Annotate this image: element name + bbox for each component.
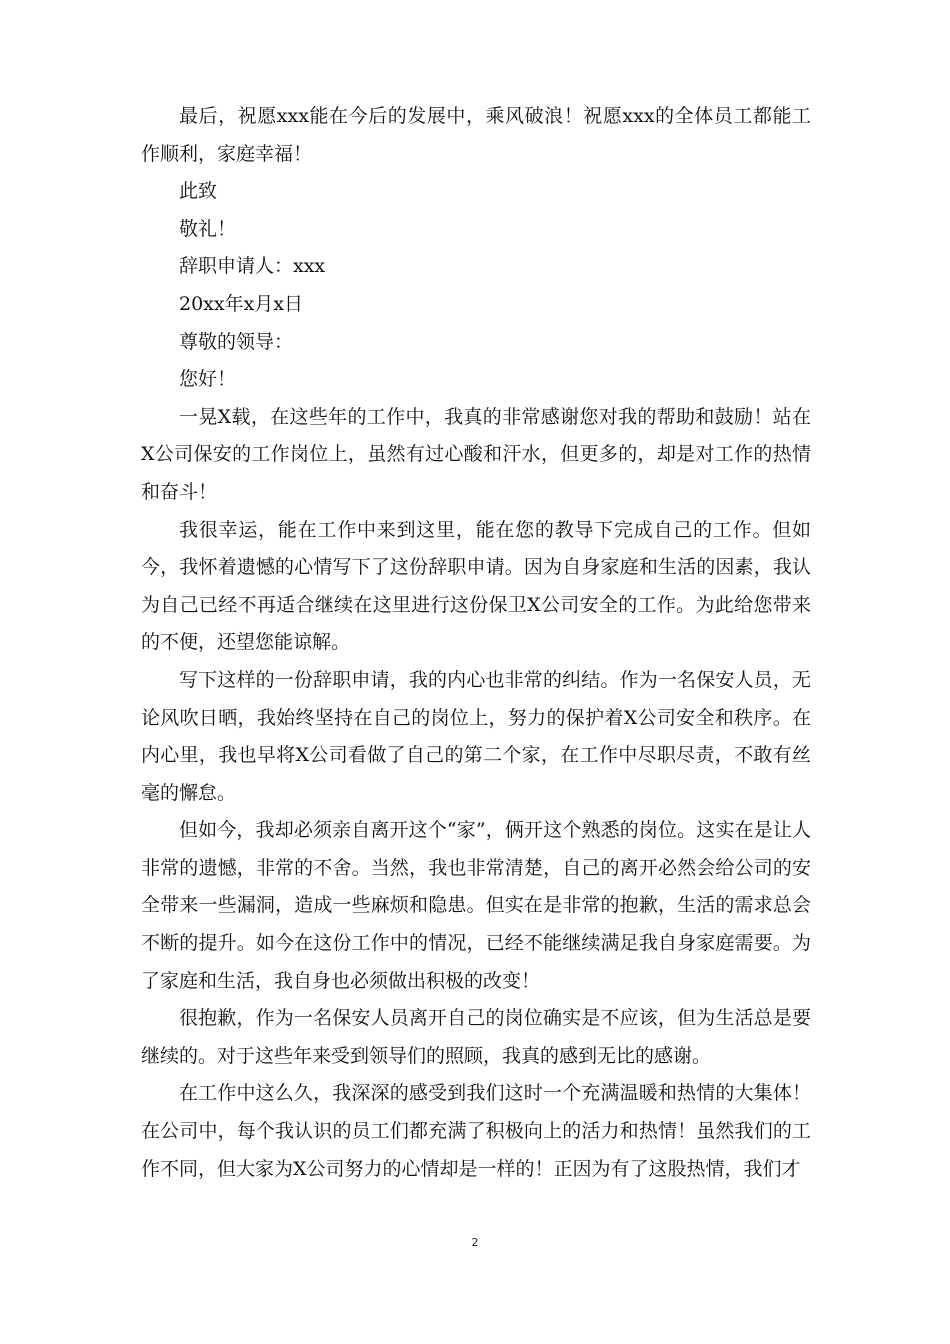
paragraph-closing-wishes: 最后，祝愿xxx能在今后的发展中，乘风破浪！祝愿xxx的全体员工都能工作顺利，家庭幸福！	[141, 105, 811, 165]
paragraph-regards: 敬礼！	[179, 217, 237, 240]
paragraph-body: 很抱歉，作为一名保安人员离开自己的岗位确实是不应该，但为生活总是要继续的。对于这些年来受到领导们的照顾，我真的感到无比的感谢。	[141, 1007, 811, 1067]
paragraph-salutation: 此致	[179, 180, 218, 203]
paragraph-date: 20xx年x月x日	[179, 292, 304, 315]
paragraph-applicant: 辞职申请人：xxx	[179, 255, 326, 278]
paragraph-addressee: 尊敬的领导：	[179, 330, 294, 353]
page-number: 2	[471, 1236, 479, 1249]
paragraph-body: 我很幸运，能在工作中来到这里，能在您的教导下完成自己的工作。但如今，我怀着遗憾的心情写下了这份辞职申请。因为自身家庭和生活的因素，我认为自己已经不再适合继续在这里进行这份保卫X公司安全的工作。为此给您带来的不便，还望您能谅解。	[141, 518, 811, 654]
paragraph-body: 在工作中这么久，我深深的感受到我们这时一个充满温暖和热情的大集体！在公司中，每个我认识的员工们都充满了积极向上的活力和热情！虽然我们的工作不同，但大家为X公司努力的心情却是一样的！正因为有了这股热情，我们才	[141, 1082, 811, 1180]
paragraph-greeting: 您好！	[179, 368, 237, 391]
paragraph-body: 但如今，我却必须亲自离开这个“家”，俩开这个熟悉的岗位。这实在是让人非常的遗憾，非常的不舍。当然，我也非常清楚，自己的离开必然会给公司的安全带来一些漏洞，造成一些麻烦和隐患。但实在是非常的抱歉，生活的需求总会不断的提升。如今在这份工作中的情况，已经不能继续满足我自身家庭需要。为了家庭和生活，我自身也必须做出积极的改变！	[141, 819, 811, 992]
paragraph-body: 一晃X载，在这些年的工作中，我真的非常感谢您对我的帮助和鼓励！站在X公司保安的工作岗位上，虽然有过心酸和汗水，但更多的，却是对工作的热情和奋斗！	[141, 405, 811, 503]
document-body	[141, 98, 811, 1188]
paragraph-body: 写下这样的一份辞职申请，我的内心也非常的纠结。作为一名保安人员，无论风吹日晒，我始终坚持在自己的岗位上，努力的保护着X公司安全和秩序。在内心里，我也早将X公司看做了自己的第二个家，在工作中尽职尽责，不敢有丝毫的懈怠。	[141, 668, 811, 804]
